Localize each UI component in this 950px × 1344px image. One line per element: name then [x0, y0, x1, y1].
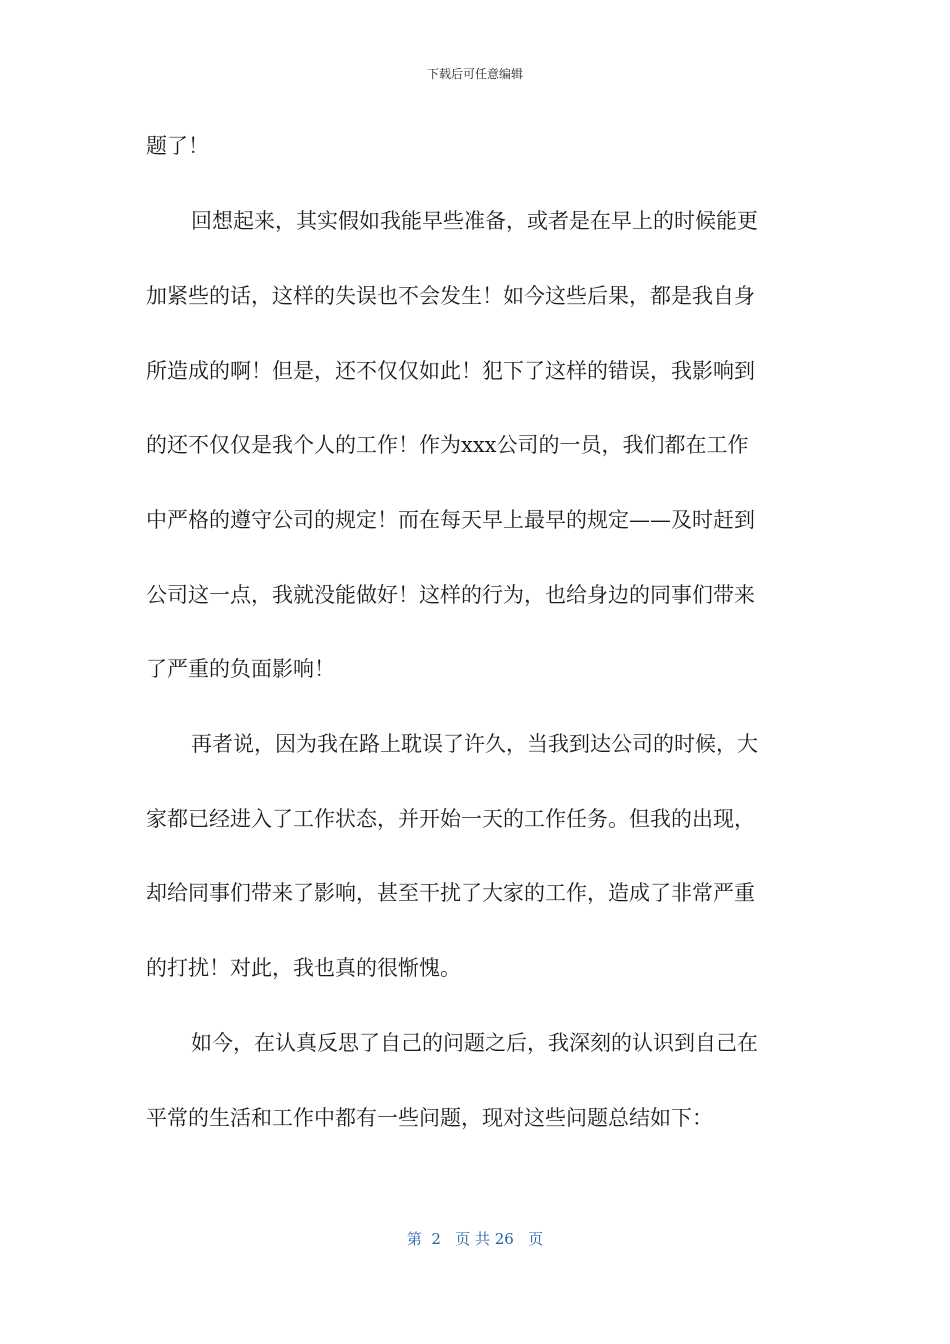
paragraph-first-line: 如今，在认真反思了自己的问题之后，我深刻的认识到自己在	[191, 1031, 758, 1055]
body-line: 题了！	[146, 134, 209, 158]
body-line: 所造成的啊！但是，还不仅仅如此！犯下了这样的错误，我影响到	[146, 359, 755, 383]
page-header: 下载后可任意编辑	[426, 67, 523, 81]
body-line: 家都已经进入了工作状态，并开始一天的工作任务。但我的出现，	[146, 807, 755, 831]
body-line: 的打扰！对此，我也真的很惭愧。	[146, 956, 461, 980]
body-line: 的还不仅仅是我个人的工作！作为xxx公司的一员，我们都在工作	[146, 433, 749, 457]
body-line: 却给同事们带来了影响，甚至干扰了大家的工作，造成了非常严重	[146, 881, 755, 905]
paragraph-first-line: 再者说，因为我在路上耽误了许久，当我到达公司的时候，大	[191, 732, 758, 756]
body-line: 公司这一点，我就没能做好！这样的行为，也给身边的同事们带来	[146, 583, 755, 607]
body-line: 加紧些的话，这样的失误也不会发生！如今这些后果，都是我自身	[146, 284, 755, 308]
body-line: 了严重的负面影响！	[146, 657, 335, 681]
page-number-footer: 第 2 页 共 26 页	[406, 1230, 544, 1248]
paragraph-first-line: 回想起来，其实假如我能早些准备，或者是在早上的时候能更	[191, 209, 758, 233]
body-line: 中严格的遵守公司的规定！而在每天早上最早的规定——及时赶到	[146, 508, 755, 532]
body-line: 平常的生活和工作中都有一些问题，现对这些问题总结如下：	[146, 1106, 713, 1130]
